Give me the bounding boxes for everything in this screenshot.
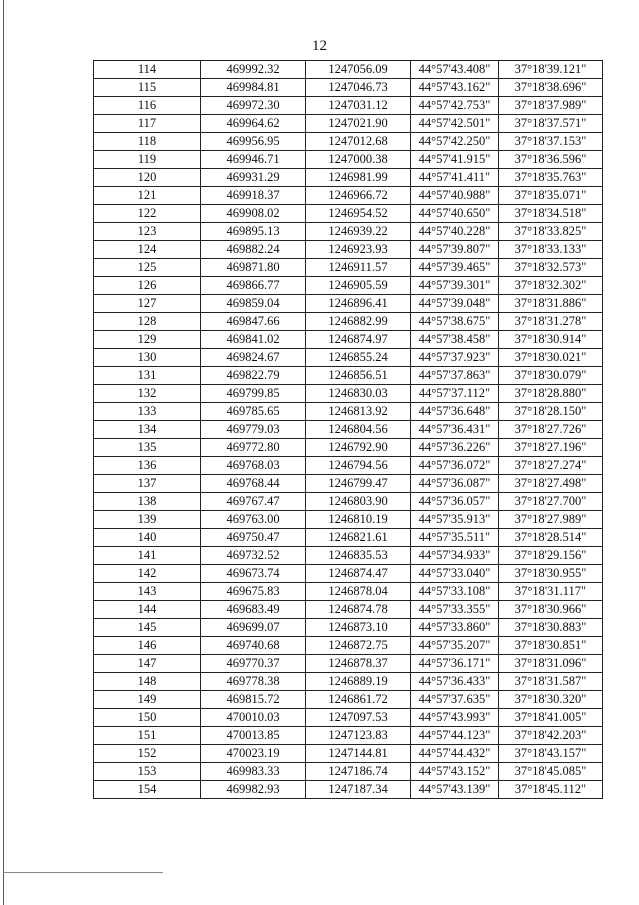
latitude-cell: 44°57'36.648" [411,403,499,421]
table-row [94,493,603,511]
point-number-cell: 142 [94,565,201,583]
x-coordinate-cell: 469740.68 [201,637,306,655]
table-row [94,385,603,403]
x-coordinate-cell: 469772.80 [201,439,306,457]
table-row [94,601,603,619]
y-coordinate-cell: 1246905.59 [306,277,411,295]
y-coordinate-cell: 1247144.81 [306,745,411,763]
x-coordinate-cell: 469763.00 [201,511,306,529]
point-number-cell: 131 [94,367,201,385]
y-coordinate-cell: 1246911.57 [306,259,411,277]
table-row [94,61,603,79]
x-coordinate-cell: 469908.02 [201,205,306,223]
latitude-cell: 44°57'37.635" [411,691,499,709]
longitude-cell: 37°18'45.085" [499,763,603,781]
point-number-cell: 138 [94,493,201,511]
x-coordinate-cell: 470010.03 [201,709,306,727]
y-coordinate-cell: 1247021.90 [306,115,411,133]
latitude-cell: 44°57'39.301" [411,277,499,295]
longitude-cell: 37°18'28.514" [499,529,603,547]
y-coordinate-cell: 1246923.93 [306,241,411,259]
table-row [94,439,603,457]
x-coordinate-cell: 469972.30 [201,97,306,115]
latitude-cell: 44°57'36.087" [411,475,499,493]
latitude-cell: 44°57'36.226" [411,439,499,457]
latitude-cell: 44°57'41.411" [411,169,499,187]
x-coordinate-cell: 469983.33 [201,763,306,781]
table-row [94,763,603,781]
x-coordinate-cell: 469882.24 [201,241,306,259]
table-row [94,547,603,565]
latitude-cell: 44°57'37.863" [411,367,499,385]
x-coordinate-cell: 469770.37 [201,655,306,673]
latitude-cell: 44°57'42.753" [411,97,499,115]
y-coordinate-cell: 1246889.19 [306,673,411,691]
table-row [94,421,603,439]
y-coordinate-cell: 1246792.90 [306,439,411,457]
x-coordinate-cell: 469673.74 [201,565,306,583]
y-coordinate-cell: 1247031.12 [306,97,411,115]
x-coordinate-cell: 469699.07 [201,619,306,637]
table-row [94,403,603,421]
table-row [94,223,603,241]
point-number-cell: 114 [94,61,201,79]
table-row [94,241,603,259]
y-coordinate-cell: 1247186.74 [306,763,411,781]
y-coordinate-cell: 1247012.68 [306,133,411,151]
x-coordinate-cell: 470023.19 [201,745,306,763]
y-coordinate-cell: 1246794.56 [306,457,411,475]
point-number-cell: 118 [94,133,201,151]
y-coordinate-cell: 1246878.04 [306,583,411,601]
page-number: 12 [312,38,327,54]
longitude-cell: 37°18'27.726" [499,421,603,439]
latitude-cell: 44°57'37.112" [411,385,499,403]
table-row [94,529,603,547]
longitude-cell: 37°18'38.696" [499,79,603,97]
latitude-cell: 44°57'35.207" [411,637,499,655]
longitude-cell: 37°18'36.596" [499,151,603,169]
latitude-cell: 44°57'33.108" [411,583,499,601]
x-coordinate-cell: 469732.52 [201,547,306,565]
point-number-cell: 137 [94,475,201,493]
y-coordinate-cell: 1246874.78 [306,601,411,619]
y-coordinate-cell: 1246981.99 [306,169,411,187]
latitude-cell: 44°57'43.152" [411,763,499,781]
point-number-cell: 154 [94,781,201,799]
table-row [94,259,603,277]
point-number-cell: 124 [94,241,201,259]
table-row [94,187,603,205]
longitude-cell: 37°18'42.203" [499,727,603,745]
point-number-cell: 145 [94,619,201,637]
point-number-cell: 133 [94,403,201,421]
y-coordinate-cell: 1246896.41 [306,295,411,313]
x-coordinate-cell: 469750.47 [201,529,306,547]
y-coordinate-cell: 1247056.09 [306,61,411,79]
y-coordinate-cell: 1246878.37 [306,655,411,673]
table-row [94,97,603,115]
point-number-cell: 136 [94,457,201,475]
point-number-cell: 150 [94,709,201,727]
y-coordinate-cell: 1247187.34 [306,781,411,799]
point-number-cell: 127 [94,295,201,313]
x-coordinate-cell: 469768.44 [201,475,306,493]
longitude-cell: 37°18'27.700" [499,493,603,511]
y-coordinate-cell: 1246882.99 [306,313,411,331]
longitude-cell: 37°18'30.021" [499,349,603,367]
table-row [94,79,603,97]
longitude-cell: 37°18'43.157" [499,745,603,763]
x-coordinate-cell: 469984.81 [201,79,306,97]
point-number-cell: 121 [94,187,201,205]
longitude-cell: 37°18'33.133" [499,241,603,259]
y-coordinate-cell: 1247097.53 [306,709,411,727]
x-coordinate-cell: 469982.93 [201,781,306,799]
y-coordinate-cell: 1246813.92 [306,403,411,421]
point-number-cell: 153 [94,763,201,781]
longitude-cell: 37°18'41.005" [499,709,603,727]
latitude-cell: 44°57'40.650" [411,205,499,223]
table-row [94,619,603,637]
table-row [94,457,603,475]
longitude-cell: 37°18'28.150" [499,403,603,421]
latitude-cell: 44°57'44.432" [411,745,499,763]
longitude-cell: 37°18'45.112" [499,781,603,799]
latitude-cell: 44°57'43.993" [411,709,499,727]
latitude-cell: 44°57'39.465" [411,259,499,277]
latitude-cell: 44°57'40.228" [411,223,499,241]
table-row [94,511,603,529]
point-number-cell: 152 [94,745,201,763]
x-coordinate-cell: 469824.67 [201,349,306,367]
latitude-cell: 44°57'33.860" [411,619,499,637]
x-coordinate-cell: 469841.02 [201,331,306,349]
point-number-cell: 122 [94,205,201,223]
longitude-cell: 37°18'31.096" [499,655,603,673]
point-number-cell: 116 [94,97,201,115]
longitude-cell: 37°18'31.587" [499,673,603,691]
table-row [94,151,603,169]
latitude-cell: 44°57'36.171" [411,655,499,673]
x-coordinate-cell: 469946.71 [201,151,306,169]
point-number-cell: 128 [94,313,201,331]
y-coordinate-cell: 1246872.75 [306,637,411,655]
x-coordinate-cell: 469767.47 [201,493,306,511]
x-coordinate-cell: 469815.72 [201,691,306,709]
longitude-cell: 37°18'34.518" [499,205,603,223]
latitude-cell: 44°57'39.048" [411,295,499,313]
y-coordinate-cell: 1246939.22 [306,223,411,241]
x-coordinate-cell: 469956.95 [201,133,306,151]
point-number-cell: 144 [94,601,201,619]
table-row [94,295,603,313]
table-row [94,277,603,295]
x-coordinate-cell: 469859.04 [201,295,306,313]
footer-rule [3,872,163,873]
latitude-cell: 44°57'36.433" [411,673,499,691]
point-number-cell: 129 [94,331,201,349]
x-coordinate-cell: 469931.29 [201,169,306,187]
longitude-cell: 37°18'32.573" [499,259,603,277]
x-coordinate-cell: 469964.62 [201,115,306,133]
point-number-cell: 119 [94,151,201,169]
latitude-cell: 44°57'39.807" [411,241,499,259]
point-number-cell: 135 [94,439,201,457]
table-row [94,709,603,727]
y-coordinate-cell: 1246830.03 [306,385,411,403]
latitude-cell: 44°57'41.915" [411,151,499,169]
longitude-cell: 37°18'35.763" [499,169,603,187]
point-number-cell: 143 [94,583,201,601]
latitude-cell: 44°57'35.511" [411,529,499,547]
y-coordinate-cell: 1246835.53 [306,547,411,565]
point-number-cell: 132 [94,385,201,403]
table-row [94,745,603,763]
latitude-cell: 44°57'33.040" [411,565,499,583]
x-coordinate-cell: 469799.85 [201,385,306,403]
table-row [94,583,603,601]
x-coordinate-cell: 469895.13 [201,223,306,241]
x-coordinate-cell: 469918.37 [201,187,306,205]
table-row [94,313,603,331]
y-coordinate-cell: 1247123.83 [306,727,411,745]
y-coordinate-cell: 1246873.10 [306,619,411,637]
x-coordinate-cell: 469779.03 [201,421,306,439]
x-coordinate-cell: 469871.80 [201,259,306,277]
y-coordinate-cell: 1246810.19 [306,511,411,529]
table-row [94,673,603,691]
table-row [94,169,603,187]
page-left-edge [3,0,4,905]
y-coordinate-cell: 1246821.61 [306,529,411,547]
point-number-cell: 140 [94,529,201,547]
point-number-cell: 141 [94,547,201,565]
latitude-cell: 44°57'36.072" [411,457,499,475]
longitude-cell: 37°18'30.966" [499,601,603,619]
longitude-cell: 37°18'30.914" [499,331,603,349]
longitude-cell: 37°18'31.886" [499,295,603,313]
latitude-cell: 44°57'35.913" [411,511,499,529]
point-number-cell: 134 [94,421,201,439]
longitude-cell: 37°18'30.851" [499,637,603,655]
longitude-cell: 37°18'27.274" [499,457,603,475]
table-row [94,115,603,133]
point-number-cell: 117 [94,115,201,133]
latitude-cell: 44°57'38.675" [411,313,499,331]
y-coordinate-cell: 1246954.52 [306,205,411,223]
latitude-cell: 44°57'44.123" [411,727,499,745]
longitude-cell: 37°18'27.196" [499,439,603,457]
y-coordinate-cell: 1246804.56 [306,421,411,439]
latitude-cell: 44°57'36.431" [411,421,499,439]
x-coordinate-cell: 469847.66 [201,313,306,331]
y-coordinate-cell: 1246966.72 [306,187,411,205]
longitude-cell: 37°18'31.278" [499,313,603,331]
y-coordinate-cell: 1247046.73 [306,79,411,97]
table-row [94,565,603,583]
latitude-cell: 44°57'34.933" [411,547,499,565]
longitude-cell: 37°18'37.571" [499,115,603,133]
table-row [94,655,603,673]
latitude-cell: 44°57'40.988" [411,187,499,205]
x-coordinate-cell: 469992.32 [201,61,306,79]
table-row [94,367,603,385]
latitude-cell: 44°57'38.458" [411,331,499,349]
table-row [94,205,603,223]
point-number-cell: 149 [94,691,201,709]
x-coordinate-cell: 469778.38 [201,673,306,691]
point-number-cell: 139 [94,511,201,529]
x-coordinate-cell: 469683.49 [201,601,306,619]
point-number-cell: 147 [94,655,201,673]
x-coordinate-cell: 469675.83 [201,583,306,601]
y-coordinate-cell: 1246803.90 [306,493,411,511]
x-coordinate-cell: 469822.79 [201,367,306,385]
table-row [94,781,603,799]
x-coordinate-cell: 469785.65 [201,403,306,421]
longitude-cell: 37°18'28.880" [499,385,603,403]
longitude-cell: 37°18'33.825" [499,223,603,241]
longitude-cell: 37°18'37.989" [499,97,603,115]
point-number-cell: 151 [94,727,201,745]
point-number-cell: 130 [94,349,201,367]
coordinates-table [93,60,603,799]
latitude-cell: 44°57'43.139" [411,781,499,799]
y-coordinate-cell: 1246874.47 [306,565,411,583]
point-number-cell: 115 [94,79,201,97]
point-number-cell: 126 [94,277,201,295]
longitude-cell: 37°18'29.156" [499,547,603,565]
latitude-cell: 44°57'42.250" [411,133,499,151]
longitude-cell: 37°18'39.121" [499,61,603,79]
table-row [94,475,603,493]
x-coordinate-cell: 469866.77 [201,277,306,295]
point-number-cell: 120 [94,169,201,187]
latitude-cell: 44°57'43.408" [411,61,499,79]
table-row [94,349,603,367]
point-number-cell: 123 [94,223,201,241]
longitude-cell: 37°18'30.955" [499,565,603,583]
y-coordinate-cell: 1246874.97 [306,331,411,349]
point-number-cell: 125 [94,259,201,277]
latitude-cell: 44°57'42.501" [411,115,499,133]
y-coordinate-cell: 1246799.47 [306,475,411,493]
table-row [94,637,603,655]
longitude-cell: 37°18'35.071" [499,187,603,205]
table-row [94,727,603,745]
longitude-cell: 37°18'30.079" [499,367,603,385]
latitude-cell: 44°57'33.355" [411,601,499,619]
longitude-cell: 37°18'27.498" [499,475,603,493]
table-row [94,133,603,151]
y-coordinate-cell: 1246861.72 [306,691,411,709]
longitude-cell: 37°18'30.883" [499,619,603,637]
y-coordinate-cell: 1246855.24 [306,349,411,367]
coordinates-table-body [94,61,603,799]
y-coordinate-cell: 1246856.51 [306,367,411,385]
longitude-cell: 37°18'30.320" [499,691,603,709]
table-row [94,691,603,709]
latitude-cell: 44°57'43.162" [411,79,499,97]
table-row [94,331,603,349]
point-number-cell: 146 [94,637,201,655]
longitude-cell: 37°18'32.302" [499,277,603,295]
latitude-cell: 44°57'36.057" [411,493,499,511]
longitude-cell: 37°18'37.153" [499,133,603,151]
longitude-cell: 37°18'31.117" [499,583,603,601]
y-coordinate-cell: 1247000.38 [306,151,411,169]
point-number-cell: 148 [94,673,201,691]
x-coordinate-cell: 469768.03 [201,457,306,475]
latitude-cell: 44°57'37.923" [411,349,499,367]
x-coordinate-cell: 470013.85 [201,727,306,745]
longitude-cell: 37°18'27.989" [499,511,603,529]
